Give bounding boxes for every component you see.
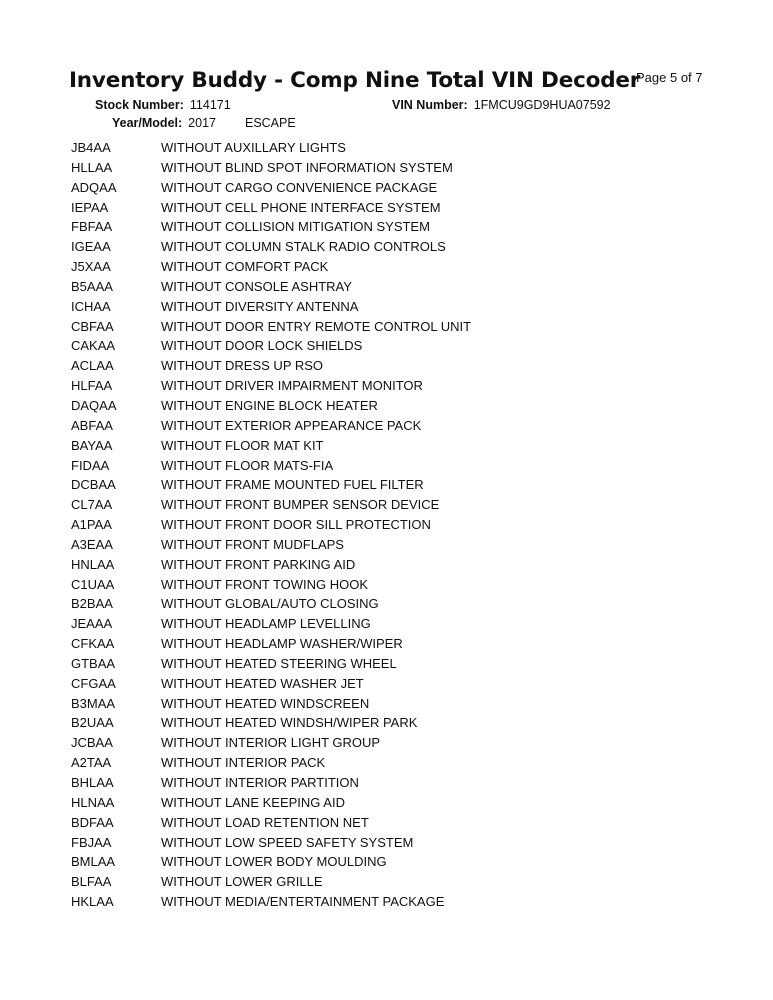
option-code: B5AAA — [71, 278, 113, 294]
list-item — [71, 138, 711, 158]
option-code: HLNAA — [71, 794, 115, 810]
option-description: WITHOUT DRIVER IMPAIRMENT MONITOR — [161, 378, 423, 394]
option-description: WITHOUT GLOBAL/AUTO CLOSING — [161, 596, 379, 612]
option-code: HLFAA — [71, 378, 113, 394]
option-description: WITHOUT INTERIOR LIGHT GROUP — [161, 735, 381, 751]
option-code: GTBAA — [71, 655, 116, 671]
option-code: DCBAA — [71, 477, 116, 493]
option-code-list — [71, 138, 711, 912]
option-description: WITHOUT FRONT DOOR SILL PROTECTION — [161, 517, 431, 533]
list-item — [71, 694, 711, 714]
option-description: WITHOUT FLOOR MAT KIT — [161, 437, 324, 453]
list-item — [71, 436, 711, 456]
option-code: HNLAA — [71, 556, 115, 572]
option-code: ABFAA — [71, 417, 113, 433]
list-item — [71, 594, 711, 614]
list-item — [71, 674, 711, 694]
option-code: BDFAA — [71, 814, 114, 830]
list-item — [71, 336, 711, 356]
option-description: WITHOUT DRESS UP RSO — [161, 358, 324, 374]
year-model-label: Year/Model: — [112, 116, 183, 130]
list-item — [71, 872, 711, 892]
option-description: WITHOUT INTERIOR PACK — [161, 755, 326, 771]
option-code: ADQAA — [71, 179, 117, 195]
list-item — [71, 257, 711, 277]
option-description: WITHOUT CONSOLE ASHTRAY — [161, 278, 352, 294]
option-code: B2UAA — [71, 715, 114, 731]
option-description: WITHOUT FRONT TOWING HOOK — [161, 576, 369, 592]
option-description: WITHOUT LOWER GRILLE — [161, 874, 323, 890]
option-description: WITHOUT ENGINE BLOCK HEATER — [161, 397, 378, 413]
option-description: WITHOUT FRONT PARKING AID — [161, 556, 356, 572]
list-item — [71, 376, 711, 396]
list-item — [71, 297, 711, 317]
option-code: CL7AA — [71, 497, 113, 513]
option-description: WITHOUT HEATED WASHER JET — [161, 675, 364, 691]
option-description: WITHOUT LANE KEEPING AID — [161, 794, 345, 810]
list-item — [71, 813, 711, 833]
list-item — [71, 277, 711, 297]
vin-number-value: 1FMCU9GD9HUA07592 — [473, 98, 611, 112]
option-code: B3MAA — [71, 695, 116, 711]
option-code: JB4AA — [71, 140, 111, 155]
vin-number-label: VIN Number: — [392, 98, 468, 112]
option-code: JEAAA — [71, 616, 113, 632]
option-description: WITHOUT BLIND SPOT INFORMATION SYSTEM — [161, 159, 453, 175]
option-code: IGEAA — [71, 239, 111, 255]
option-description: WITHOUT FRONT BUMPER SENSOR DEVICE — [161, 497, 440, 513]
list-item — [71, 396, 711, 416]
option-description: WITHOUT HEADLAMP WASHER/WIPER — [161, 636, 403, 652]
list-item — [71, 753, 711, 773]
option-description: WITHOUT DIVERSITY ANTENNA — [161, 298, 359, 314]
list-item — [71, 713, 711, 733]
option-code: FIDAA — [71, 457, 110, 473]
option-description: WITHOUT HEATED WINDSCREEN — [161, 695, 370, 711]
option-description: WITHOUT COLLISION MITIGATION SYSTEM — [161, 219, 430, 235]
option-code: A2TAA — [71, 755, 112, 771]
option-code: CAKAA — [71, 338, 116, 354]
option-code: IEPAA — [71, 199, 109, 215]
list-item — [71, 535, 711, 555]
list-item — [71, 614, 711, 634]
option-code: FBFAA — [71, 219, 113, 235]
list-item — [71, 634, 711, 654]
list-item — [71, 833, 711, 853]
option-description: WITHOUT CELL PHONE INTERFACE SYSTEM — [161, 199, 441, 215]
option-code: A3EAA — [71, 536, 113, 552]
option-description: WITHOUT LOAD RETENTION NET — [161, 814, 369, 830]
option-description: WITHOUT DOOR ENTRY REMOTE CONTROL UNIT — [161, 318, 472, 334]
option-description: WITHOUT INTERIOR PARTITION — [161, 775, 359, 790]
option-description: WITHOUT HEATED STEERING WHEEL — [161, 655, 397, 671]
option-description: WITHOUT FRAME MOUNTED FUEL FILTER — [161, 477, 424, 493]
list-item — [71, 158, 711, 178]
option-code: CFKAA — [71, 636, 115, 652]
list-item — [71, 416, 711, 436]
page-number: Page 5 of 7 — [636, 70, 703, 85]
year-value: 2017 — [188, 116, 216, 130]
option-code: C1UAA — [71, 576, 115, 592]
list-item — [71, 892, 711, 912]
option-code: ICHAA — [71, 298, 111, 314]
stock-number — [95, 98, 231, 112]
list-item — [71, 456, 711, 476]
stock-number-value: 114171 — [189, 98, 231, 112]
option-description: WITHOUT FRONT MUDFLAPS — [161, 536, 344, 552]
option-description: WITHOUT COMFORT PACK — [161, 259, 329, 275]
option-description: WITHOUT COLUMN STALK RADIO CONTROLS — [161, 239, 446, 255]
option-code: HLLAA — [71, 159, 113, 175]
list-item — [71, 317, 711, 337]
option-code: BMLAA — [71, 854, 116, 870]
document-title: Inventory Buddy - Comp Nine Total VIN Decoder — [69, 68, 641, 93]
option-code: A1PAA — [71, 517, 112, 533]
list-item — [71, 356, 711, 376]
option-description: WITHOUT AUXILLARY LIGHTS — [161, 140, 346, 155]
option-code: DAQAA — [71, 397, 117, 413]
list-item — [71, 198, 711, 218]
option-code: JCBAA — [71, 735, 113, 751]
list-item — [71, 733, 711, 753]
list-item — [71, 773, 711, 793]
list-item — [71, 495, 711, 515]
stock-number-label: Stock Number: — [95, 98, 184, 112]
list-item — [71, 575, 711, 595]
option-code: BHLAA — [71, 775, 114, 790]
option-description: WITHOUT LOWER BODY MOULDING — [161, 854, 387, 870]
list-item — [71, 515, 711, 535]
year-model — [112, 116, 296, 130]
option-code: FBJAA — [71, 834, 112, 850]
option-description: WITHOUT FLOOR MATS-FIA — [161, 457, 334, 473]
option-description: WITHOUT HEADLAMP LEVELLING — [161, 616, 371, 632]
option-description: WITHOUT DOOR LOCK SHIELDS — [161, 338, 363, 354]
option-description: WITHOUT CARGO CONVENIENCE PACKAGE — [161, 179, 438, 195]
list-item — [71, 555, 711, 575]
option-code: BAYAA — [71, 437, 113, 453]
option-code: ACLAA — [71, 358, 114, 374]
list-item — [71, 217, 711, 237]
list-item — [71, 475, 711, 495]
list-item — [71, 793, 711, 813]
option-code: HKLAA — [71, 894, 114, 910]
list-item — [71, 654, 711, 674]
list-item — [71, 852, 711, 872]
model-value: ESCAPE — [244, 116, 296, 130]
vin-number — [392, 98, 611, 112]
list-item — [71, 178, 711, 198]
list-item — [71, 237, 711, 257]
option-code: CFGAA — [71, 675, 116, 691]
option-code: J5XAA — [71, 259, 111, 275]
option-description: WITHOUT EXTERIOR APPEARANCE PACK — [161, 417, 422, 433]
option-code: CBFAA — [71, 318, 114, 334]
option-code: B2BAA — [71, 596, 113, 612]
option-code: BLFAA — [71, 874, 112, 890]
option-description: WITHOUT LOW SPEED SAFETY SYSTEM — [161, 834, 414, 850]
option-description: WITHOUT HEATED WINDSH/WIPER PARK — [161, 715, 418, 731]
option-description: WITHOUT MEDIA/ENTERTAINMENT PACKAGE — [161, 894, 445, 910]
